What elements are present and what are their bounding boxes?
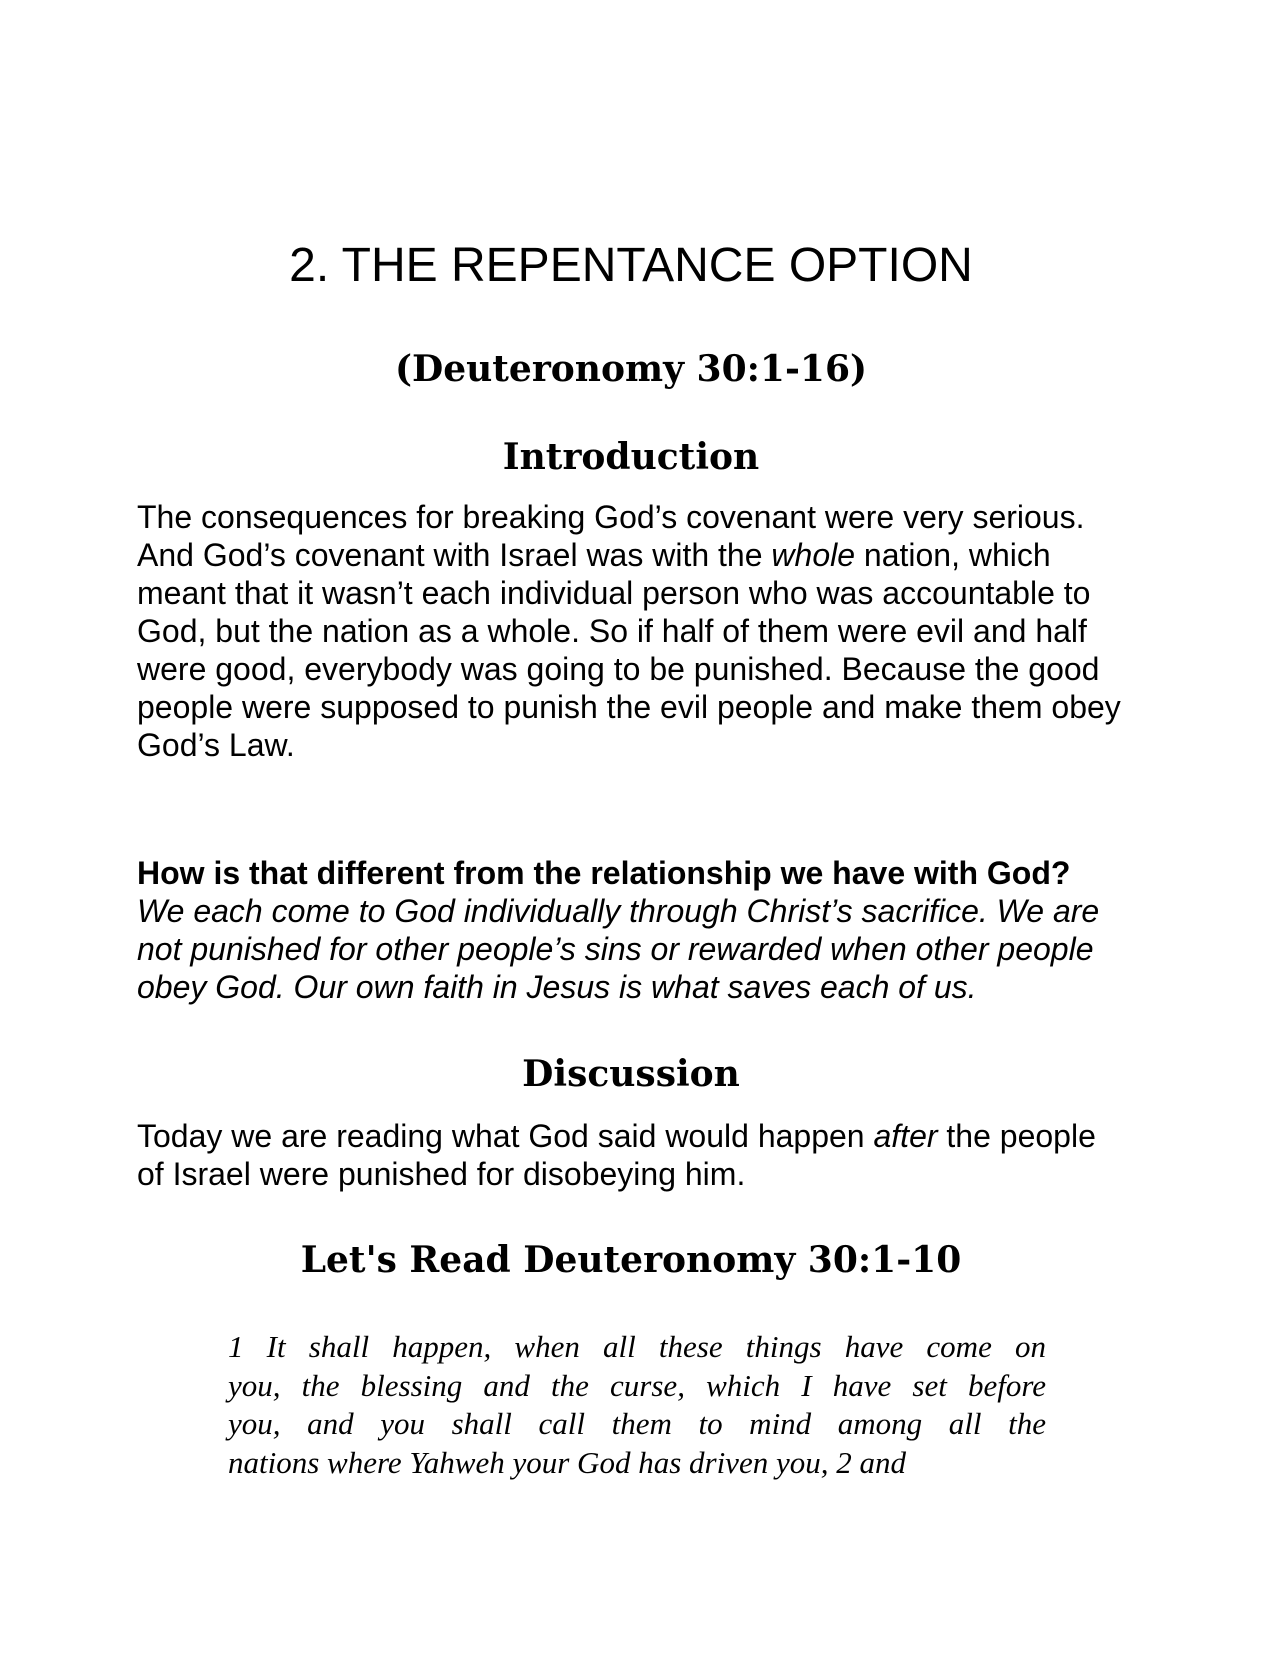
scripture-quote-line: you, the blessing and the curse, which I have set before — [228, 1367, 1046, 1403]
study-answer: We each come to God individually through Christ’s sacrifice. We are not punished for other people’s sins or rewarded when other people obey God. Our own faith in Jesus is what saves each of us. — [137, 893, 1100, 1005]
scripture-reference: (Deuteronomy 30:1-16) — [394, 348, 868, 390]
scripture-quote — [228, 1328, 1046, 1482]
discussion-paragraph: Today we are reading what God said would happen after the people of Israel were punished for disobeying him. — [137, 1118, 1096, 1192]
scripture-quote-line: 1 It shall happen, when all these things have come on — [228, 1329, 1046, 1364]
page-title: 2. THE REPENTANCE OPTION — [289, 239, 973, 292]
scripture-quote-line: nations where Yahweh your God has driven you, 2 and — [228, 1444, 906, 1480]
introduction-paragraph: The consequences for breaking God’s covenant were very serious. And God’s covenant with Israel was with the whole nation, which meant that it wasn’t each individual person who was accountable to God, but the nation as a whole. So if half of them were evil and half were good, everybody was going to be punished. Because the good people were supposed to punish the evil people and make them obey God’s Law. — [137, 499, 1121, 763]
study-question: How is that different from the relationship we have with God? — [137, 855, 1071, 891]
scripture-quote-line: you, and you shall call them to mind among all the — [228, 1406, 1046, 1441]
section-heading-introduction: Introduction — [502, 436, 760, 478]
section-heading-discussion: Discussion — [522, 1053, 740, 1095]
section-heading-reading: Let's Read Deuteronomy 30:1-10 — [300, 1239, 962, 1281]
